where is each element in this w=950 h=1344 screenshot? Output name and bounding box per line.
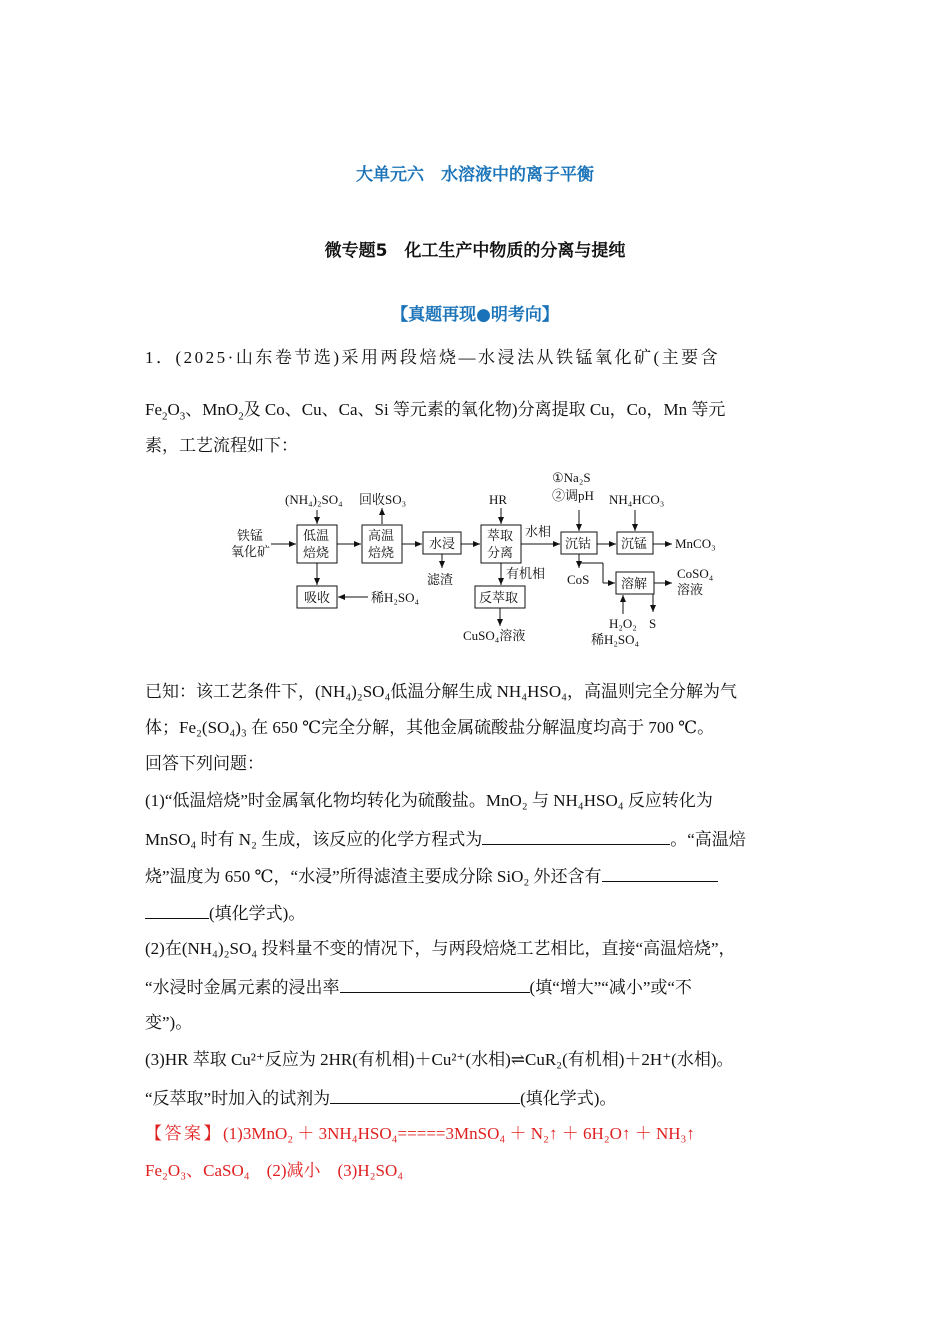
answer-blank-2-cont[interactable]: [145, 900, 209, 919]
organic-label: 有机相: [506, 566, 546, 581]
dilute-h2so4-label: 稀H₂SO₄: [371, 590, 420, 605]
mnco3-label: MnCO₃: [675, 536, 716, 551]
known-line-2: 体；Fe₂(SO₄)₃ 在 650 ℃完全分解，其他金属硫酸盐分解温度均高于 700 ℃。: [145, 718, 715, 737]
q1-line-4: (填化学式)。: [145, 900, 305, 926]
h2o2-label: H₂O₂: [609, 616, 637, 631]
reagent-nh4so4: (NH₄)₂SO₄: [285, 492, 343, 507]
process-flowchart: [225, 464, 745, 654]
box-back-label: 反萃取: [479, 590, 519, 605]
box-low-label-1: 低温: [303, 528, 330, 543]
box-extract-label-1: 萃取: [487, 528, 514, 543]
recover-so3: 回收SO₃: [359, 492, 407, 507]
question-intro-line-3: 素，工艺流程如下：: [145, 436, 298, 455]
q2-line-1: (2)在(NH₄)₂SO₄ 投料量不变的情况下，与两段焙烧工艺相比，直接“高温焙烧”，: [145, 939, 736, 958]
q1-line-1: (1)“低温焙烧”时金属氧化物均转化为硫酸盐。MnO₂ 与 NH₄HSO₄ 反应转化为: [145, 791, 713, 810]
question-intro-line-2: $Fe_2O_3$、MnO$_2$及 Co、Cu、Ca、Si 等元素的氧化物)分离提取 Cu，Co，Mn 等元: [145, 400, 726, 423]
topic-title: 微专题5 化工生产中物质的分离与提纯: [324, 241, 626, 261]
known-line-1: 已知：该工艺条件下，(NH₄)₂SO₄低温分解生成 NH₄HSO₄，高温则完全分解为气: [145, 682, 738, 701]
box-dissolve-label: 溶解: [621, 576, 648, 591]
coso4-label-2: 溶液: [677, 582, 704, 597]
cond-1-label: ①Na₂S: [552, 470, 591, 485]
box-high-label-2: 焙烧: [368, 545, 395, 560]
raw-label-2: 氧化矿: [231, 544, 271, 559]
cuso4-label: CuSO₄溶液: [463, 628, 526, 643]
box-co-label: 沉钴: [565, 536, 592, 551]
coso4-label-1: CoSO₄: [677, 566, 714, 581]
q2-line-3: 变”)。: [145, 1013, 193, 1032]
section-title: 【真题再现●明考向】: [391, 305, 559, 325]
q3-line-2: “反萃取”时加入的试剂为 (填化学式)。: [145, 1085, 616, 1111]
cos-label: CoS: [567, 572, 590, 587]
box-low-label-2: 焙烧: [303, 545, 330, 560]
box-absorb-label: 吸收: [304, 590, 331, 605]
answer-line-2: Fe₂O₃、CaSO₄ (2)减小 (3)H₂SO₄: [145, 1161, 404, 1180]
aqueous-label: 水相: [525, 524, 552, 539]
nh4hco3-label: NH₄HCO₃: [609, 492, 665, 507]
s-label: S: [649, 616, 657, 631]
raw-label-1: 铁锰: [237, 528, 264, 543]
answer-label: 【答案】: [145, 1124, 223, 1143]
box-extract-label-2: 分离: [487, 545, 514, 560]
answer-blank-1[interactable]: [482, 826, 670, 845]
box-mn-label: 沉锰: [621, 536, 648, 551]
unit-title: 大单元六 水溶液中的离子平衡: [356, 165, 594, 185]
hr-label: HR: [489, 492, 508, 507]
q2-line-2: “水浸时金属元素的浸出率 (填“增大”“减小”或“不: [145, 974, 692, 1000]
answer-blank-3[interactable]: [340, 974, 530, 993]
box-high-label-1: 高温: [368, 528, 395, 543]
answer-blank-4[interactable]: [330, 1085, 520, 1104]
q1-line-2: MnSO₄ 时有 N₂ 生成，该反应的化学方程式为 。“高温焙: [145, 826, 746, 852]
question-intro-line-1: 1．(2025·山东卷节选)采用两段焙烧—水浸法从铁锰氧化矿(主要含: [145, 348, 721, 367]
q1-line-3: 烧”温度为 650 ℃，“水浸”所得滤渣主要成分除 SiO₂ 外还含有: [145, 863, 718, 889]
answer-prompt: 回答下列问题：: [145, 754, 264, 773]
answer-line-1: 【答案】(1)3MnO₂ ＋ 3NH₄HSO₄=====3MnSO₄ ＋ N₂↑ ＋ 6H₂O↑ ＋ NH₃↑: [145, 1124, 695, 1143]
answer-blank-2[interactable]: [602, 863, 718, 882]
box-leach-label: 水浸: [429, 536, 456, 551]
dilute-h2so4-2-label: 稀H₂SO₄: [591, 632, 640, 647]
cond-2-label: ②调pH: [552, 488, 594, 503]
q3-line-1: (3)HR 萃取 Cu²⁺反应为 2HR(有机相)＋Cu²⁺(水相)⇌CuR₂(有机相)＋2H⁺(水相)。: [145, 1050, 734, 1069]
residue-label: 滤渣: [427, 572, 454, 587]
